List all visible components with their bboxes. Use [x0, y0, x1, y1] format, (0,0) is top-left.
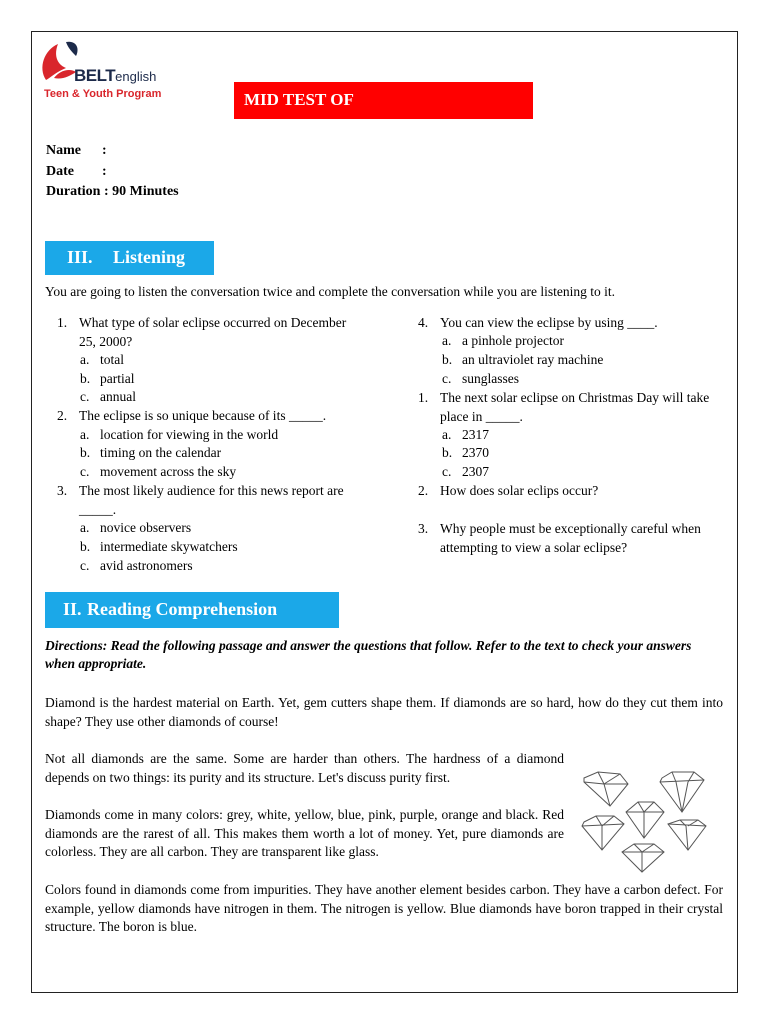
diamonds-illustration-icon	[580, 768, 710, 876]
name-label: Name :	[46, 143, 107, 158]
paragraph-1: Diamond is the hardest material on Earth. Yet, gem cutters shape them. If diamonds are so hard, how do they cut them into shape? They use other diamonds of course!	[45, 695, 723, 729]
listening-instruction: You are going to listen the conversation twice and complete the conversation while you are listening to it.	[45, 284, 615, 299]
duration-label: Duration : 90 Minutes	[46, 184, 179, 199]
paragraph-3: Diamonds come in many colors: grey, white, yellow, blue, pink, purple, orange and black. Red diamonds are the rarest of all. This makes them worth a lot of money. Yet, pure diamonds are colorless. They are all carbon. They are transparent like glass.	[45, 807, 564, 859]
reading-directions-line2: when appropriate.	[45, 656, 147, 671]
test-title: MID TEST OF	[234, 82, 533, 119]
date-label: Date :	[46, 164, 107, 179]
logo-program: Teen & Youth Program	[44, 88, 162, 100]
reading-directions-line1: Directions: Read the following passage and answer the questions that follow. Refer to the text to check your answers	[45, 638, 692, 653]
logo-brand: BELTenglish	[74, 66, 157, 85]
paragraph-4: Colors found in diamonds come from impurities. They have another element besides carbon. They have a carbon defect. For example, yellow diamonds have nitrogen in them. The nitrogen is yellow. Blue diamonds have boron trapped in their crystal structure. The boron is blue.	[45, 882, 723, 934]
paragraph-2: Not all diamonds are the same. Some are harder than others. The hardness of a diamond depends on two things: its purity and its structure. Let's discuss purity first.	[45, 751, 564, 785]
reading-heading: II. Reading Comprehension	[45, 592, 339, 628]
listening-heading: III. Listening	[45, 241, 214, 275]
